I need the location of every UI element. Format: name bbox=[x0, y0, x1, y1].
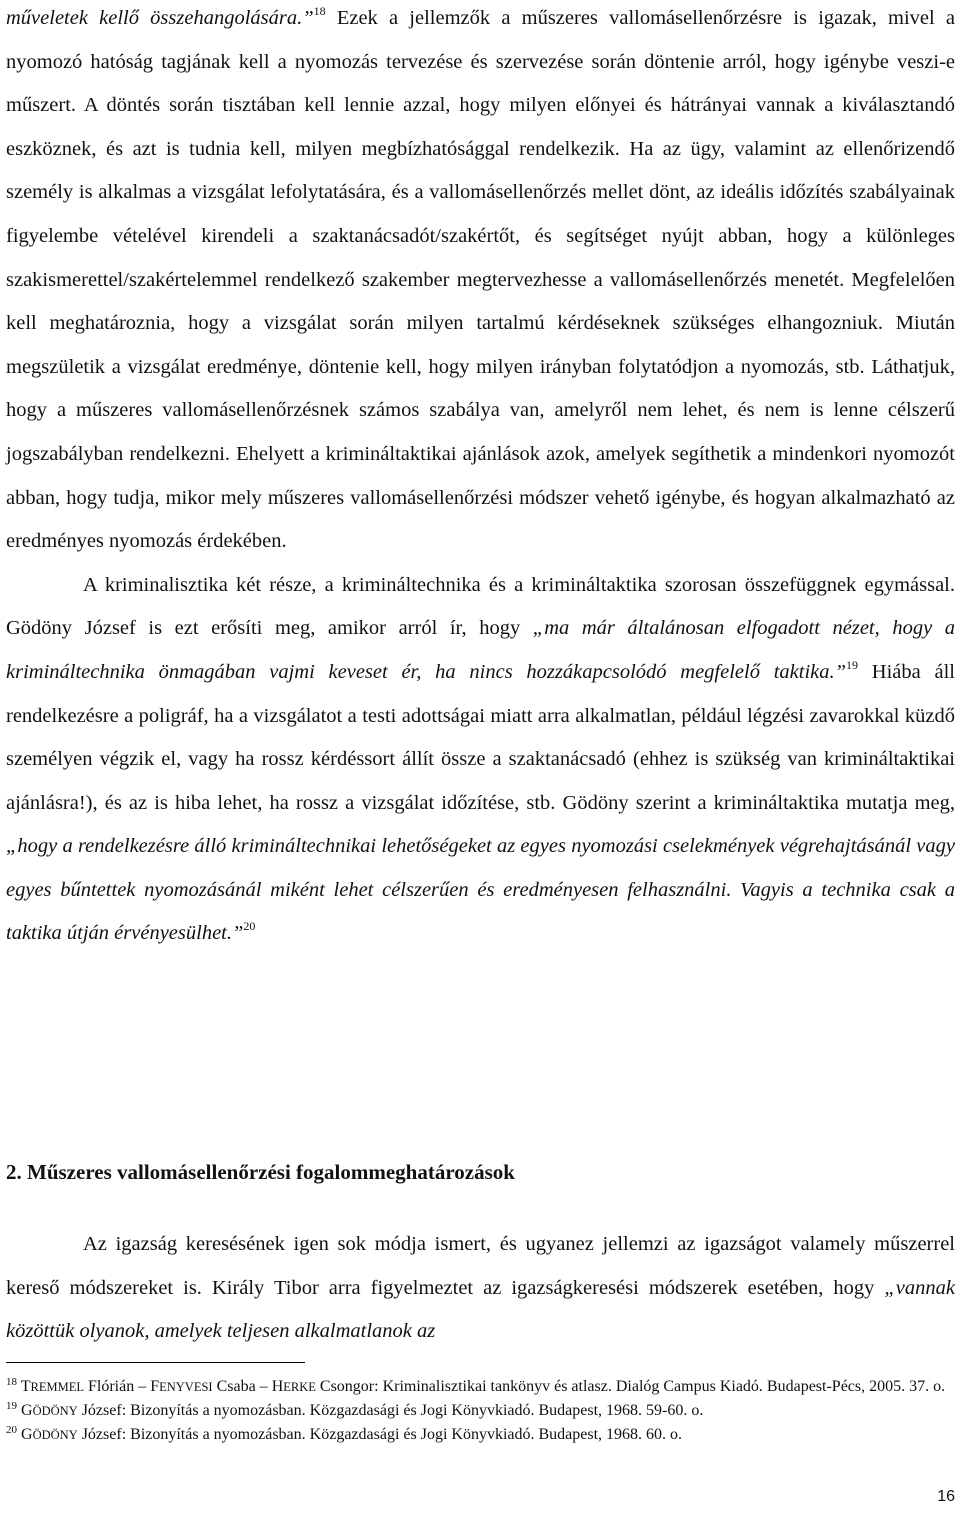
footnote-text: Kriminalisztikai tankönyv és atlasz. Dialóg Campus Kiadó. Budapest-Pécs, 2005. 37. o. bbox=[382, 1378, 946, 1395]
author-godony: GÖDÖNY bbox=[21, 1402, 78, 1419]
footnotes bbox=[6, 1376, 955, 1448]
section-heading: 2. Műszeres vallomásellenőrzési fogalommeghatározások bbox=[6, 1160, 515, 1184]
quote-godony-2: „hogy a rendelkezésre álló krimináltechnikai lehetőségeket az egyes nyomozási cselekmények végrehajtásánál vagy egyes bűntettek nyomozásánál miként lehet célszerűen és eredményesen felhasználni. Vagyis a technika csak a taktika útján érvényesülhet.” bbox=[6, 835, 955, 945]
footnote-20: $^{20}$ GÖDÖNY József: Bizonyítás a nyomozásban. Közgazdasági és Jogi Könyvkiadó. Budapest, 1968. 60. o. bbox=[6, 1424, 683, 1443]
paragraph-3 bbox=[6, 1223, 955, 1354]
paragraph-1 bbox=[6, 0, 955, 564]
footnote-ref-19[interactable]: 19 bbox=[846, 657, 859, 672]
footnote-number: 19 bbox=[6, 1400, 17, 1412]
footnote-separator bbox=[6, 1362, 305, 1363]
footnote-number: 18 bbox=[6, 1376, 17, 1388]
footnote-text: Bizonyítás a nyomozásban. Közgazdasági és Jogi Könyvkiadó. Budapest, 1968. 60. o. bbox=[130, 1426, 683, 1443]
paragraph-2-text-a: A kriminalisztika két része, a krimináltechnika és a krimináltaktika szorosan összefüggnek egymással. Gödöny József is ezt erősíti meg, amikor arról ír, hogy bbox=[6, 573, 955, 640]
footnote-18: $^{18}$ TREMMEL Flórián – FENYVESI Csaba – HERKE Csongor: Kriminalisztikai tankönyv és atlasz. Dialóg Campus Kiadó. Budapest-Pécs, 2005. 37. o. bbox=[6, 1376, 946, 1395]
footnote-number: 20 bbox=[6, 1424, 17, 1436]
author-godony: GÖDÖNY bbox=[21, 1426, 78, 1443]
paragraph-2 bbox=[6, 564, 955, 956]
paragraph-3-container bbox=[6, 1223, 955, 1354]
quote-continuation: műveletek kellő összehangolására.” bbox=[6, 7, 314, 29]
author-fenyvesi: FENYVESI bbox=[150, 1378, 213, 1395]
main-text bbox=[6, 0, 955, 956]
author-herke: HERKE bbox=[271, 1378, 316, 1395]
quote-godony-1: „ma már általánosan elfogadott nézet, hogy a krimináltechnika önmagában vajmi keveset ér, ha nincs hozzákapcsolódó megfelelő taktika.” bbox=[6, 617, 955, 683]
footnote-ref-18[interactable]: 18 bbox=[313, 4, 326, 18]
paragraph-2-text-b: Hiába áll rendelkezésre a poligráf, ha a vizsgálatot a testi adottságai miatt arra alkalmatlan, például légzési zavarokkal küzdő személyen végzik el, vagy ha rossz kérdéssort állít össze a szaktanácsadó (ehhez is szükség van krimináltaktikai ajánlásra!), és az is hiba lehet, ha rossz a vizsgálat időzítése, stb. Gödöny szerint a krimináltaktika mutatja meg, bbox=[6, 660, 955, 814]
quote-kiraly: „vannak közöttük olyanok, amelyek teljesen alkalmatlanok az bbox=[6, 1276, 955, 1343]
page-number: 16 bbox=[937, 1488, 955, 1505]
document-body bbox=[6, 0, 955, 956]
footnote-ref-20[interactable]: 20 bbox=[243, 919, 256, 934]
footnote-19: $^{19}$ GÖDÖNY József: Bizonyítás a nyomozásban. Közgazdasági és Jogi Könyvkiadó. Budapest, 1968. 59-60. o. bbox=[6, 1400, 704, 1419]
footnote-text: Bizonyítás a nyomozásban. Közgazdasági és Jogi Könyvkiadó. Budapest, 1968. 59-60. o. bbox=[130, 1402, 704, 1419]
paragraph-3-text: Az igazság keresésének igen sok módja ismert, és ugyanez jellemzi az igazságot valamely műszerrel kereső módszereket is. Király Tibor arra figyelmeztet az igazságkeresési módszerek esetében, hogy bbox=[6, 1233, 955, 1299]
author-tremmel: TREMMEL bbox=[20, 1378, 84, 1395]
paragraph-1-text: Ezek a jellemzők a műszeres vallomásellenőrzésre is igazak, mivel a nyomozó hatóság tagjának kell a nyomozás tervezése és szervezése során döntenie arról, hogy igénybe veszi-e műszert. A döntés során tisztában kell lennie azzal, hogy milyen előnyei és hátrányai vannak a kiválasztandó eszköznek, és azt is tudnia kell, milyen megbízhatósággal rendelkezik. Ha az ügy, valamint az ellenőrizendő személy is alkalmas a vizsgálat lefolytatására, és a vallomásellenőrzés mellet dönt, az ideális időzítés szabályainak figyelembe vételével kirendeli a szaktanácsadót/szakértőt, és segítséget nyújt abban, hogy a különleges szakismerettel/szakértelemmel rendelkező szakember megtervezhesse a vallomásellenőrzés menetét. Megfelelően kell meghatároznia, hogy a vizsgálat során milyen tartalmú kérdéseknek szükséges elhangozniuk. Miután megszületik a vizsgálat eredménye, döntenie kell, hogy milyen irányban folytatódjon a nyomozás, stb. Láthatjuk, hogy a műszeres vallomásellenőrzésnek számos szabálya van, amelyről nem lehet, és nem is lenne célszerű jogszabályban rendelkezni. Ehelyett a krimináltaktikai ajánlások azok, amelyek segíthetik a mindenkori nyomozót abban, hogy tudja, mikor mely műszeres vallomásellenőrzési módszer vehető igénybe, és hogyan alkalmazható az eredményes nyomozás érdekében. bbox=[6, 7, 955, 553]
